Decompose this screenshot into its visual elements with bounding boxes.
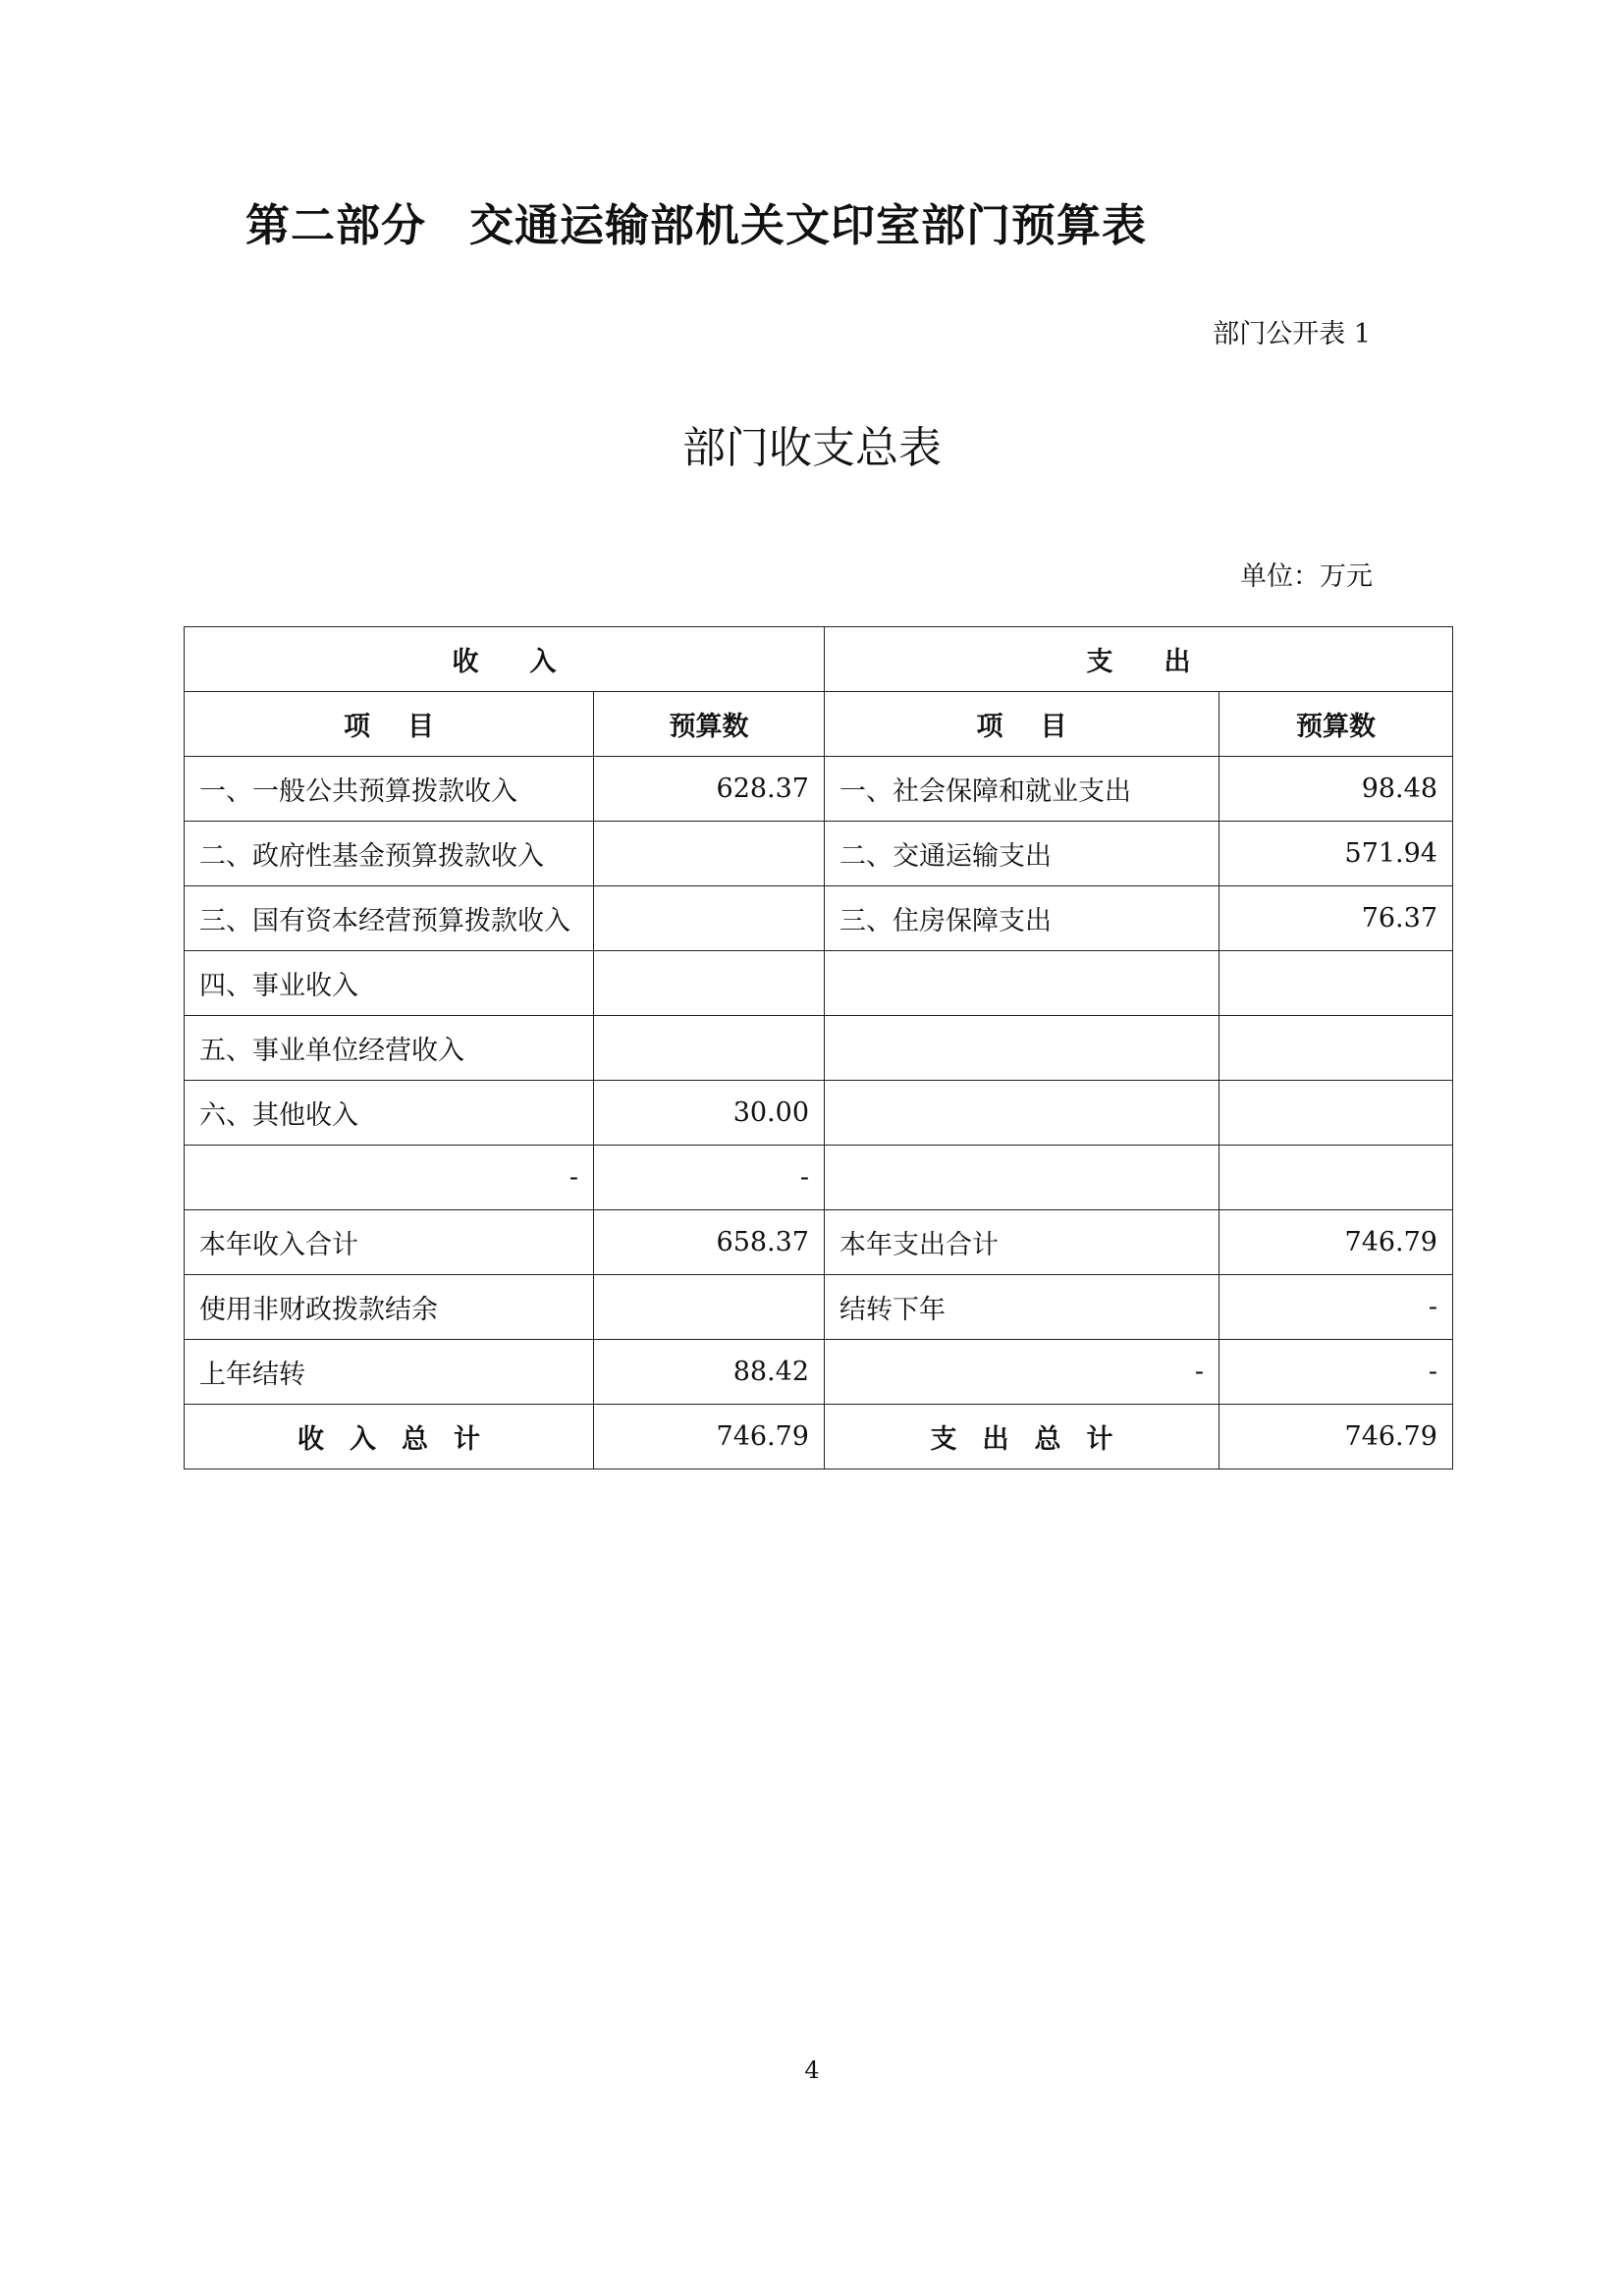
expense-item [825, 1081, 1219, 1146]
income-item: 三、国有资本经营预算拨款收入 [185, 886, 594, 951]
income-amount [594, 951, 825, 1016]
table-title: 部门收支总表 [682, 423, 942, 473]
totals-row [185, 1405, 1453, 1469]
income-item: 六、其他收入 [185, 1081, 594, 1146]
income-item: 五、事业单位经营收入 [185, 1016, 594, 1081]
table-row [185, 1016, 1453, 1081]
table-number: 部门公开表 1 [1213, 319, 1371, 349]
expense-amount [1219, 1016, 1453, 1081]
table-row [185, 822, 1453, 886]
income-amount: 628.37 [594, 757, 825, 822]
income-total-label: 收入总计 [185, 1405, 594, 1469]
table-row [185, 1275, 1453, 1340]
income-item: 二、政府性基金预算拨款收入 [185, 822, 594, 886]
expense-section-header: 支出 [825, 627, 1453, 692]
table-row [185, 886, 1453, 951]
table-row [185, 951, 1453, 1016]
expense-item: 结转下年 [825, 1275, 1219, 1340]
table-row [185, 757, 1453, 822]
unit-label: 单位：万元 [1240, 561, 1373, 592]
column-header-row [185, 692, 1453, 757]
expense-amount [1219, 1081, 1453, 1146]
expense-item [825, 1146, 1219, 1210]
expense-amount [1219, 1146, 1453, 1210]
page-number: 4 [804, 2056, 820, 2084]
expense-item: - [825, 1340, 1219, 1405]
expense-amount: - [1219, 1275, 1453, 1340]
table-row [185, 1081, 1453, 1146]
income-amount [594, 1275, 825, 1340]
income-item: 上年结转 [185, 1340, 594, 1405]
income-total-amount: 746.79 [594, 1405, 825, 1469]
part-label: 第二部分 [245, 199, 427, 251]
income-amount: 88.42 [594, 1340, 825, 1405]
part-title: 交通运输部机关文印室部门预算表 [469, 199, 1148, 251]
expense-amount [1219, 951, 1453, 1016]
income-budget-header: 预算数 [594, 692, 825, 757]
part-heading [245, 189, 1147, 253]
income-amount [594, 1016, 825, 1081]
table-row [185, 1340, 1453, 1405]
expense-budget-header: 预算数 [1219, 692, 1453, 757]
income-amount: - [594, 1146, 825, 1210]
income-item-header: 项目 [185, 692, 594, 757]
income-item: 使用非财政拨款结余 [185, 1275, 594, 1340]
expense-item [825, 1016, 1219, 1081]
expense-amount: 571.94 [1219, 822, 1453, 886]
income-item: 一、一般公共预算拨款收入 [185, 757, 594, 822]
income-section-header: 收入 [185, 627, 825, 692]
income-item: 四、事业收入 [185, 951, 594, 1016]
income-amount [594, 822, 825, 886]
budget-summary-table [184, 626, 1453, 1469]
expense-item: 三、住房保障支出 [825, 886, 1219, 951]
income-amount: 658.37 [594, 1210, 825, 1275]
expense-amount: 76.37 [1219, 886, 1453, 951]
expense-amount: - [1219, 1340, 1453, 1405]
expense-item: 二、交通运输支出 [825, 822, 1219, 886]
expense-amount: 98.48 [1219, 757, 1453, 822]
table-row [185, 1210, 1453, 1275]
income-amount: 30.00 [594, 1081, 825, 1146]
expense-total-amount: 746.79 [1219, 1405, 1453, 1469]
expense-item: 一、社会保障和就业支出 [825, 757, 1219, 822]
expense-total-label: 支出总计 [825, 1405, 1219, 1469]
expense-item-header: 项目 [825, 692, 1219, 757]
table-row [185, 1146, 1453, 1210]
income-amount [594, 886, 825, 951]
expense-item [825, 951, 1219, 1016]
expense-amount: 746.79 [1219, 1210, 1453, 1275]
income-item: - [185, 1146, 594, 1210]
expense-item: 本年支出合计 [825, 1210, 1219, 1275]
section-header-row [185, 627, 1453, 692]
income-item: 本年收入合计 [185, 1210, 594, 1275]
